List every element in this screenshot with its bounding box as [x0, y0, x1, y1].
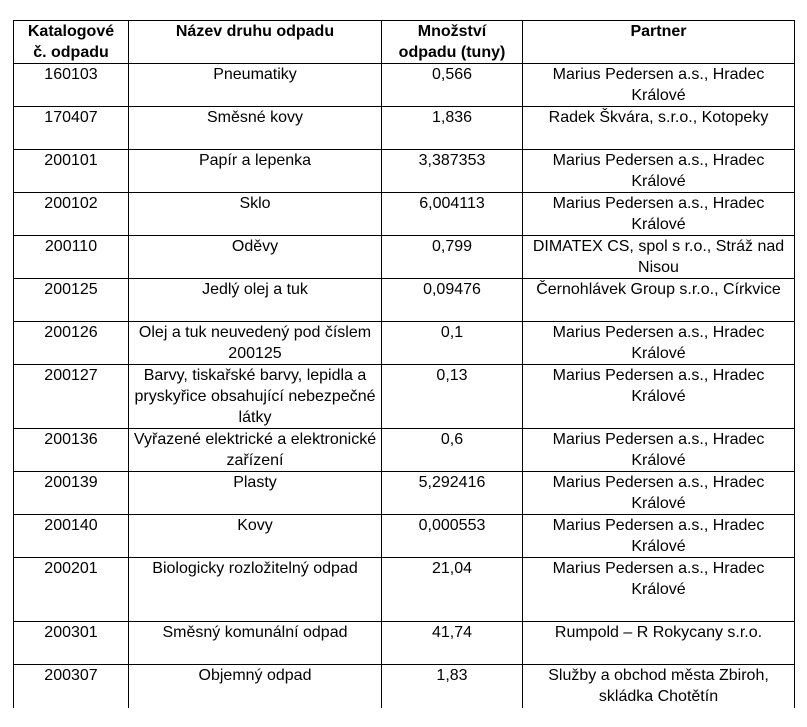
table-row — [14, 665, 795, 708]
header-catalog-line-2: č. odpadu — [33, 44, 109, 61]
cell-name: Objemný odpad — [129, 665, 382, 708]
cell-amount: 1,836 — [382, 107, 523, 150]
cell-amount: 1,83 — [382, 665, 523, 708]
table-row — [14, 622, 795, 665]
cell-name: Jedlý olej a tuk — [129, 279, 382, 322]
cell-code: 170407 — [14, 107, 129, 150]
cell-amount: 0,13 — [382, 365, 523, 429]
cell-code: 200140 — [14, 515, 129, 558]
cell-amount: 41,74 — [382, 622, 523, 665]
cell-amount: 21,04 — [382, 558, 523, 622]
header-waste-name-text: Název druhu odpadu — [175, 23, 335, 40]
cell-code: 160103 — [14, 64, 129, 107]
cell-code: 200139 — [14, 472, 129, 515]
cell-partner: Marius Pedersen a.s., Hradec Králové — [523, 322, 795, 365]
cell-code: 200125 — [14, 279, 129, 322]
cell-amount: 3,387353 — [382, 150, 523, 193]
table-row — [14, 429, 795, 472]
table-row — [14, 150, 795, 193]
table-row — [14, 279, 795, 322]
cell-partner: Černohlávek Group s.r.o., Církvice — [523, 279, 795, 322]
table-row — [14, 322, 795, 365]
cell-amount: 6,004113 — [382, 193, 523, 236]
cell-code: 200101 — [14, 150, 129, 193]
table-row — [14, 107, 795, 150]
cell-partner: DIMATEX CS, spol s r.o., Stráž nad Nisou — [523, 236, 795, 279]
cell-code: 200110 — [14, 236, 129, 279]
cell-name: Oděvy — [129, 236, 382, 279]
header-amount-line-1: Množství — [417, 23, 487, 40]
cell-code: 200201 — [14, 558, 129, 622]
cell-amount: 0,566 — [382, 64, 523, 107]
cell-partner: Služby a obchod města Zbiroh, skládka Chotětín — [523, 665, 795, 708]
cell-amount: 5,292416 — [382, 472, 523, 515]
cell-amount: 0,799 — [382, 236, 523, 279]
cell-code: 200301 — [14, 622, 129, 665]
cell-name: Vyřazené elektrické a elektronické zařízení — [129, 429, 382, 472]
header-waste-name — [129, 21, 382, 64]
cell-partner: Marius Pedersen a.s., Hradec Králové — [523, 515, 795, 558]
cell-code: 200102 — [14, 193, 129, 236]
cell-name: Směsné kovy — [129, 107, 382, 150]
cell-name: Směsný komunální odpad — [129, 622, 382, 665]
cell-code: 200307 — [14, 665, 129, 708]
table-row — [14, 64, 795, 107]
cell-amount: 0,1 — [382, 322, 523, 365]
cell-partner: Marius Pedersen a.s., Hradec Králové — [523, 558, 795, 622]
table-row — [14, 236, 795, 279]
cell-name: Pneumatiky — [129, 64, 382, 107]
cell-name: Kovy — [129, 515, 382, 558]
cell-partner: Marius Pedersen a.s., Hradec Králové — [523, 365, 795, 429]
cell-partner: Marius Pedersen a.s., Hradec Králové — [523, 429, 795, 472]
header-amount-line-2: odpadu (tuny) — [398, 44, 506, 61]
cell-amount: 0,09476 — [382, 279, 523, 322]
table-row — [14, 472, 795, 515]
cell-partner: Radek Škvára, s.r.o., Kotopeky — [523, 107, 795, 150]
cell-code: 200126 — [14, 322, 129, 365]
cell-name: Plasty — [129, 472, 382, 515]
header-catalog-line-1: Katalogové — [27, 23, 115, 40]
header-partner-text: Partner — [630, 23, 687, 40]
cell-partner: Marius Pedersen a.s., Hradec Králové — [523, 150, 795, 193]
cell-name: Papír a lepenka — [129, 150, 382, 193]
table-row — [14, 515, 795, 558]
cell-code: 200136 — [14, 429, 129, 472]
cell-partner: Marius Pedersen a.s., Hradec Králové — [523, 472, 795, 515]
cell-partner: Rumpold – R Rokycany s.r.o. — [523, 622, 795, 665]
cell-partner: Marius Pedersen a.s., Hradec Králové — [523, 64, 795, 107]
header-catalog-number — [14, 21, 129, 64]
table-row — [14, 558, 795, 622]
waste-table — [13, 20, 795, 708]
table-row — [14, 193, 795, 236]
cell-name: Barvy, tiskařské barvy, lepidla a pryskyřice obsahující nebezpečné látky — [129, 365, 382, 429]
header-amount — [382, 21, 523, 64]
cell-amount: 0,000553 — [382, 515, 523, 558]
table-row — [14, 365, 795, 429]
cell-partner: Marius Pedersen a.s., Hradec Králové — [523, 193, 795, 236]
cell-code: 200127 — [14, 365, 129, 429]
header-row — [14, 21, 795, 64]
cell-name: Sklo — [129, 193, 382, 236]
cell-name: Olej a tuk neuvedený pod číslem 200125 — [129, 322, 382, 365]
cell-name: Biologicky rozložitelný odpad — [129, 558, 382, 622]
cell-amount: 0,6 — [382, 429, 523, 472]
header-partner — [523, 21, 795, 64]
